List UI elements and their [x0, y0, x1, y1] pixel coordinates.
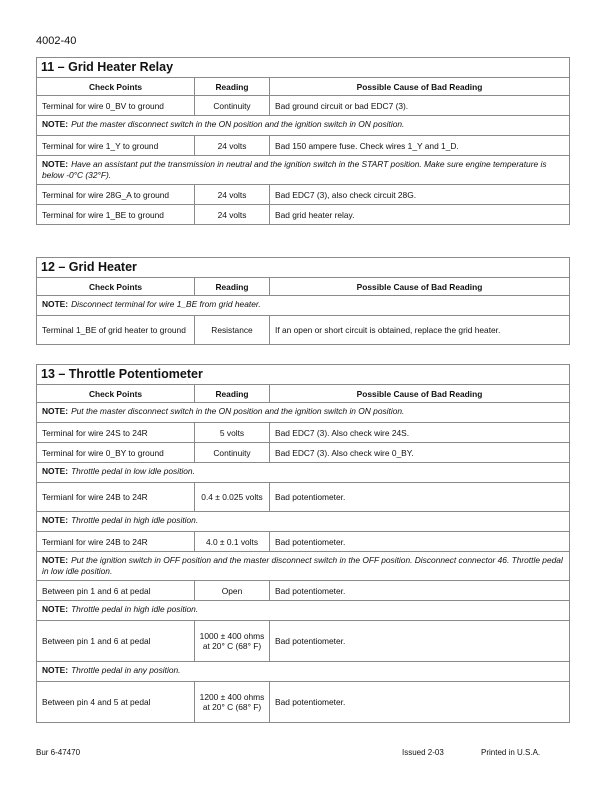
cause: Bad EDC7 (3), also check circuit 28G.	[275, 189, 417, 200]
check-point: Terminal for wire 1_Y to ground	[37, 136, 195, 155]
header-check-points: Check Points	[37, 278, 195, 295]
cause: Bad potentiometer.	[275, 492, 346, 502]
header-reading: Reading	[195, 385, 270, 402]
cause: Bad potentiometer.	[275, 536, 346, 547]
footer-issued: Issued 2-03	[402, 748, 444, 757]
section-title: 11 – Grid Heater Relay	[37, 58, 569, 78]
cause: Bad grid heater relay.	[275, 209, 355, 220]
check-point: Termianl for wire 24B to 24R	[37, 532, 195, 551]
cause: Bad potentiometer.	[275, 585, 346, 596]
reading: 1000 ± 400 ohms at 20° C (68° F)	[195, 621, 270, 661]
table-row	[37, 443, 569, 463]
footer-doc-number: Bur 6-47470	[36, 748, 81, 757]
table-header	[37, 385, 569, 403]
section-title: 13 – Throttle Potentiometer	[37, 365, 569, 385]
note-text: Throttle pedal in high idle position.	[71, 515, 199, 525]
table-row	[37, 136, 569, 156]
note-label: NOTE:	[42, 604, 69, 614]
note-label: NOTE:	[42, 665, 69, 675]
check-point: Between pin 4 and 5 at pedal	[37, 682, 195, 722]
header-cause: Possible Cause of Bad Reading	[356, 388, 483, 399]
header-reading: Reading	[195, 278, 270, 295]
cause: Bad EDC7 (3). Also check wire 24S.	[275, 427, 410, 438]
table-header	[37, 278, 569, 296]
note-text: Throttle pedal in high idle position.	[71, 604, 199, 614]
reading: 24 volts	[195, 205, 270, 224]
note-label: NOTE:	[42, 466, 69, 476]
cause: If an open or short circuit is obtained, replace the grid heater.	[275, 325, 501, 335]
table-row	[37, 316, 569, 344]
check-point: Terminal 1_BE of grid heater to ground	[37, 316, 195, 344]
note-text: Throttle pedal in any position.	[71, 665, 181, 675]
note-row	[37, 512, 569, 532]
note-label: NOTE:	[42, 299, 69, 309]
header-reading: Reading	[195, 78, 270, 95]
reading: 24 volts	[195, 136, 270, 155]
check-point: Terminal for wire 1_BE to ground	[37, 205, 195, 224]
header-check-points: Check Points	[37, 385, 195, 402]
note-label: NOTE:	[42, 119, 69, 129]
check-point: Terminal for wire 0_BV to ground	[37, 96, 195, 115]
note-label: NOTE:	[42, 159, 69, 169]
reading: Open	[195, 581, 270, 600]
note-row	[37, 601, 569, 621]
cause: Bad 150 ampere fuse. Check wires 1_Y and 1_D.	[275, 140, 459, 151]
table-header	[37, 78, 569, 96]
check-point: Termianl for wire 24B to 24R	[37, 483, 195, 511]
table-row	[37, 532, 569, 552]
reading: 4.0 ± 0.1 volts	[195, 532, 270, 551]
table-row	[37, 581, 569, 601]
note-row	[37, 156, 569, 185]
header-check-points: Check Points	[37, 78, 195, 95]
page-number: 4002-40	[36, 35, 77, 47]
note-label: NOTE:	[42, 515, 69, 525]
table-row	[37, 682, 569, 722]
table-row	[37, 423, 569, 443]
reading: Resistance	[195, 316, 270, 344]
section-throttle-potentiometer	[36, 364, 570, 723]
note-text: Put the ignition switch in OFF position and the master disconnect switch in the OFF position. Disconnect connector 46. Throttle pedal in low idle position.	[42, 555, 563, 576]
table-row	[37, 483, 569, 512]
note-text: Put the master disconnect switch in the ON position and the ignition switch in ON position.	[71, 119, 405, 129]
note-row	[37, 463, 569, 483]
reading: 1200 ± 400 ohms at 20° C (68° F)	[195, 682, 270, 722]
note-row	[37, 552, 569, 581]
header-cause: Possible Cause of Bad Reading	[356, 281, 483, 292]
table-row	[37, 96, 569, 116]
note-label: NOTE:	[42, 406, 69, 416]
check-point: Between pin 1 and 6 at pedal	[37, 621, 195, 661]
note-text: Put the master disconnect switch in the ON position and the ignition switch in ON position.	[71, 406, 405, 416]
note-text: Have an assistant put the transmission in neutral and the ignition switch in the START position. Make sure engine temperature is below -0°C (32°F).	[42, 159, 547, 180]
reading: Continuity	[195, 443, 270, 462]
note-text: Disconnect terminal for wire 1_BE from grid heater.	[71, 299, 261, 309]
check-point: Terminal for wire 28G_A to ground	[37, 185, 195, 204]
cause: Bad potentiometer.	[275, 697, 346, 707]
cause: Bad EDC7 (3). Also check wire 0_BY.	[275, 447, 414, 458]
section-grid-heater-relay	[36, 57, 570, 225]
cause: Bad ground circuit or bad EDC7 (3).	[275, 100, 409, 111]
note-row	[37, 116, 569, 136]
header-cause: Possible Cause of Bad Reading	[356, 81, 483, 92]
table-row	[37, 621, 569, 662]
section-title: 12 – Grid Heater	[37, 258, 569, 278]
reading: Continuity	[195, 96, 270, 115]
note-text: Throttle pedal in low idle position.	[71, 466, 195, 476]
check-point: Between pin 1 and 6 at pedal	[37, 581, 195, 600]
note-row	[37, 403, 569, 423]
reading: 24 volts	[195, 185, 270, 204]
table-row	[37, 185, 569, 205]
section-grid-heater	[36, 257, 570, 345]
footer-printed: Printed in U.S.A.	[481, 748, 541, 757]
note-row	[37, 662, 569, 682]
check-point: Terminal for wire 24S to 24R	[37, 423, 195, 442]
note-row	[37, 296, 569, 316]
reading: 5 volts	[195, 423, 270, 442]
check-point: Terminal for wire 0_BY to ground	[37, 443, 195, 462]
table-row	[37, 205, 569, 224]
reading: 0.4 ± 0.025 volts	[195, 483, 270, 511]
cause: Bad potentiometer.	[275, 636, 346, 646]
note-label: NOTE:	[42, 555, 69, 565]
